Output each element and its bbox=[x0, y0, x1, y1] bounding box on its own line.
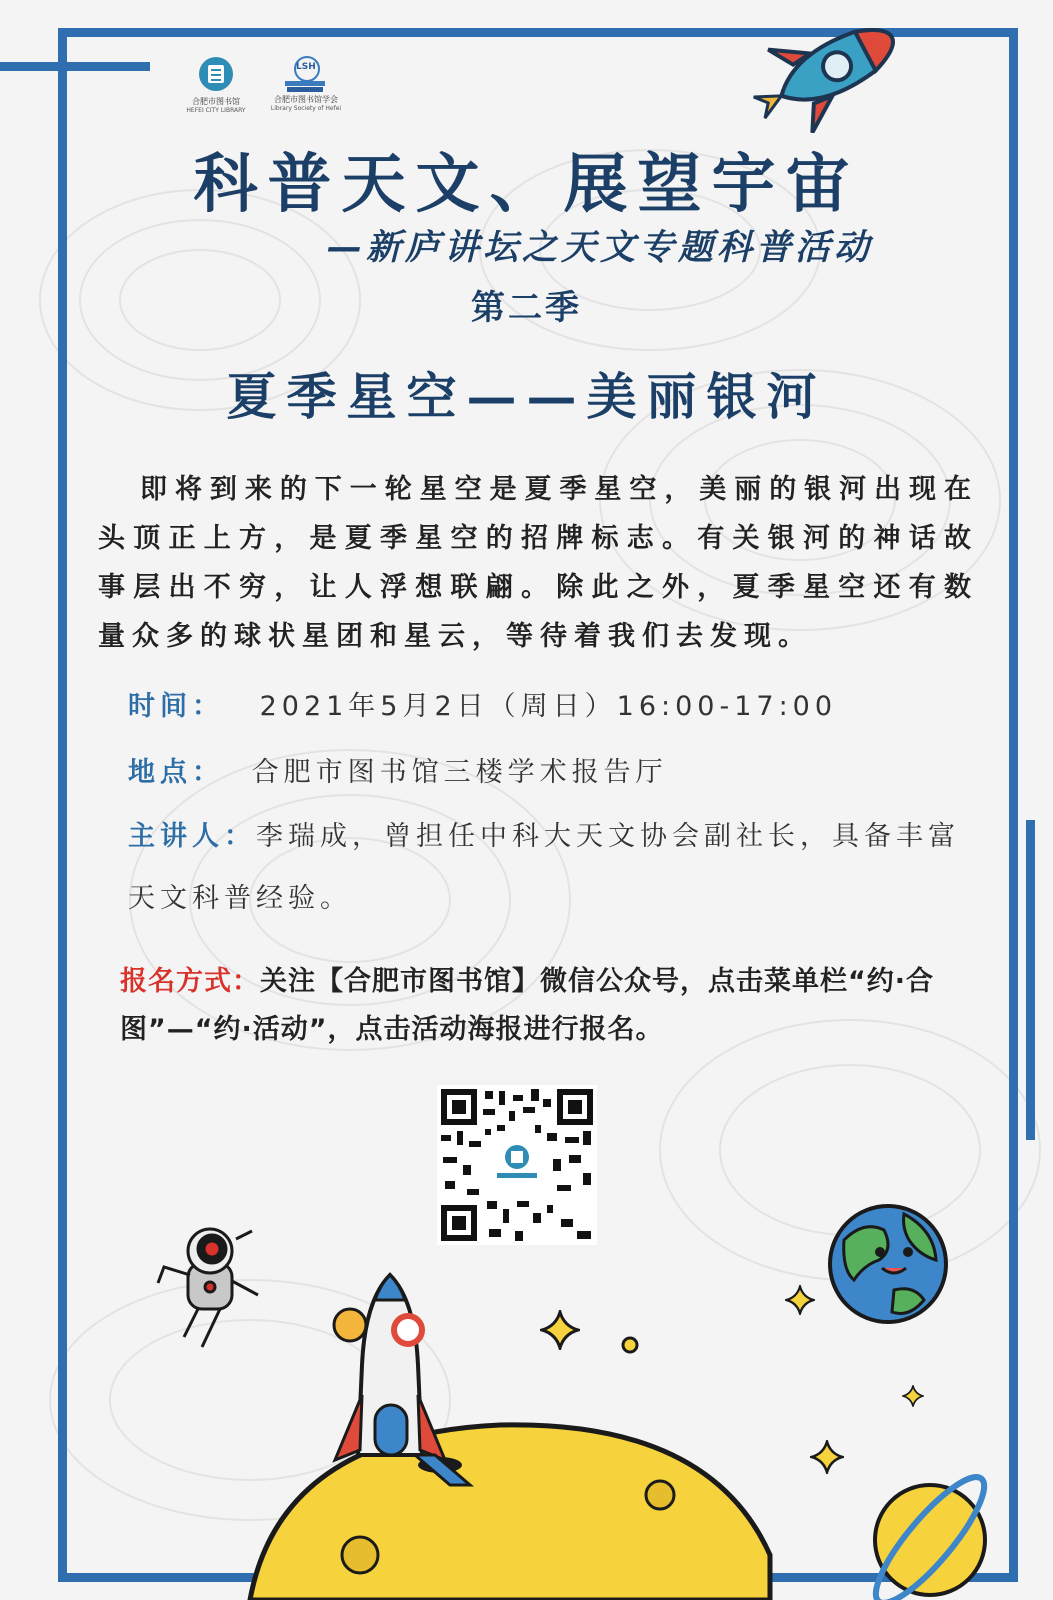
main-title: 科普天文、展望宇宙 bbox=[193, 148, 860, 222]
time-value: 2021年5月2日（周日）16:00-17:00 bbox=[259, 691, 838, 722]
qr-code-icon bbox=[437, 1085, 597, 1245]
ringed-planet-icon bbox=[870, 1450, 1020, 1600]
time-row bbox=[128, 676, 988, 738]
moon-rocket-illustration-icon bbox=[240, 1255, 800, 1600]
library-emblem-icon bbox=[197, 55, 235, 93]
sparkle-star-icon bbox=[810, 1440, 844, 1474]
time-label: 时间： bbox=[128, 691, 224, 722]
society-emblem bbox=[281, 55, 331, 95]
signup-label: 报名方式： bbox=[120, 966, 260, 997]
frame-accent-left bbox=[0, 62, 150, 71]
signup-instructions bbox=[120, 958, 980, 1054]
rocket-illustration-icon bbox=[750, 8, 910, 133]
library-caption-en: HEFEI CITY LIBRARY bbox=[186, 107, 246, 114]
speaker-label: 主讲人： bbox=[128, 821, 256, 852]
sub-title: —新庐讲坛之天文专题科普活动 bbox=[326, 228, 873, 268]
society-caption-en: Library Society of Hefei bbox=[270, 105, 342, 112]
book-icon bbox=[281, 55, 331, 95]
frame-accent-right bbox=[1026, 820, 1035, 1140]
place-label: 地点： bbox=[128, 757, 224, 788]
intro-paragraph: 即将到来的下一轮星空是夏季星空，美丽的银河出现在头顶正上方，是夏季星空的招牌标志。有关银河的神话故事层出不穷，让人浮想联翩。除此之外，夏季星空还有数量众多的球状星团和星云，等待着我们去发现。 bbox=[98, 474, 978, 652]
qr-code bbox=[437, 1085, 597, 1245]
library-logo bbox=[178, 55, 254, 115]
speaker-row bbox=[128, 806, 988, 930]
society-mark: LSH bbox=[296, 62, 316, 72]
season-title: 第二季 bbox=[471, 288, 582, 328]
topic-title: 夏季星空——美丽银河 bbox=[226, 367, 827, 426]
library-caption: 合肥市图书馆 bbox=[192, 97, 240, 106]
place-value: 合肥市图书馆三楼学术报告厅 bbox=[251, 757, 668, 788]
place-row bbox=[128, 742, 988, 804]
society-caption: 合肥市图书馆学会 bbox=[274, 95, 338, 104]
society-logo bbox=[266, 55, 346, 113]
speaker-value: 李瑞成，曾担任中科大天文协会副社长，具备丰富天文科普经验。 bbox=[128, 821, 960, 914]
sparkle-star-icon bbox=[902, 1385, 924, 1407]
signup-text: 关注【合肥市图书馆】微信公众号，点击菜单栏“约·合图”—“约·活动”，点击活动海报进行报名。 bbox=[120, 966, 935, 1045]
earth-icon bbox=[824, 1200, 952, 1328]
